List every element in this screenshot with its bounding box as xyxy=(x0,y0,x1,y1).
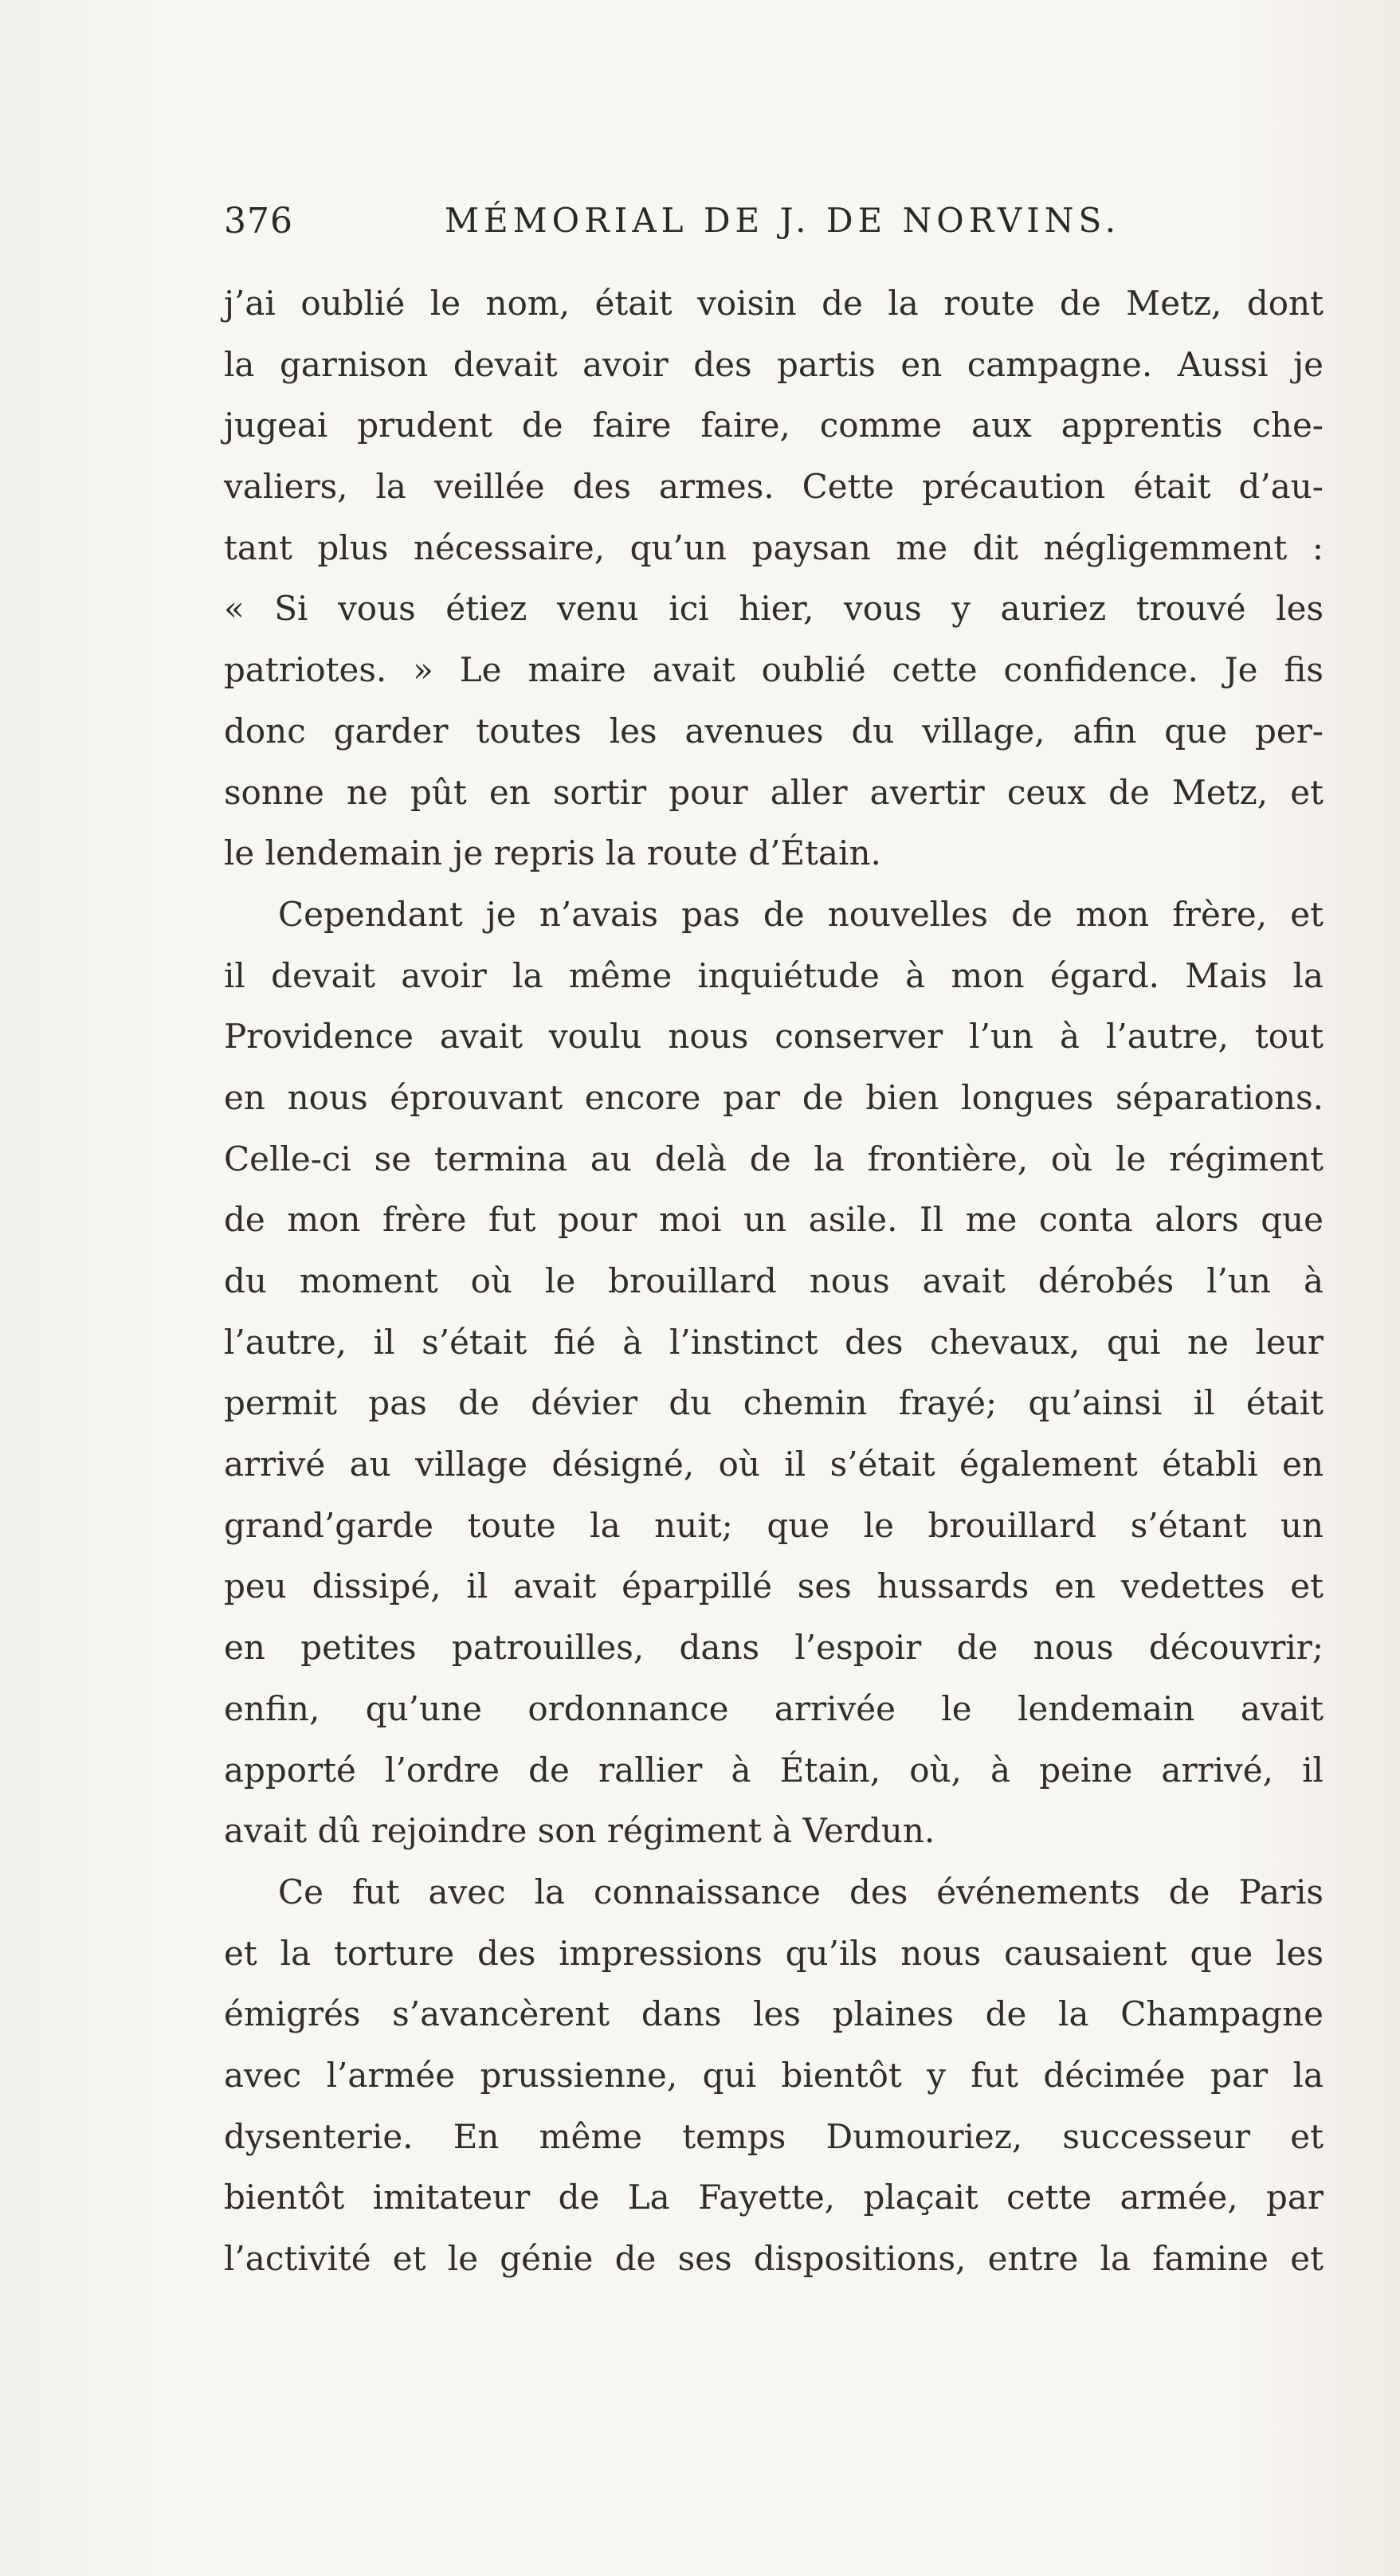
text-line: patriotes. » Le maire avait oublié cette confidence. Je fis xyxy=(224,650,1324,690)
text-line: et la torture des impressions qu’ils nous causaient que les xyxy=(224,1933,1324,1973)
text-line: Celle-ci se termina au delà de la frontière, où le régiment xyxy=(224,1139,1324,1178)
text-line: avec l’armée prussienne, qui bientôt y fut décimée par la xyxy=(224,2055,1324,2095)
text-line: j’ai oublié le nom, était voisin de la route de Metz, dont xyxy=(224,284,1324,323)
text-line: Ce fut avec la connaissance des événements de Paris xyxy=(278,1872,1324,1911)
text-line: émigrés s’avancèrent dans les plaines de la Champagne xyxy=(224,1994,1324,2034)
text-line: « Si vous étiez venu ici hier, vous y auriez trouvé les xyxy=(224,589,1324,629)
text-line: grand’garde toute la nuit; que le brouillard s’étant un xyxy=(224,1505,1324,1545)
text-line: tant plus nécessaire, qu’un paysan me dit négligemment : xyxy=(224,527,1324,567)
running-title: MÉMORIAL DE J. DE NORVINS. xyxy=(445,201,1121,240)
text-line: jugeai prudent de faire faire, comme aux apprentis che- xyxy=(224,406,1324,445)
text-line: dysenterie. En même temps Dumouriez, successeur et xyxy=(224,2116,1324,2156)
text-line: du moment où le brouillard nous avait dérobés l’un à xyxy=(224,1261,1324,1300)
text-line: de mon frère fut pour moi un asile. Il me conta alors que xyxy=(224,1200,1324,1240)
text-line: valiers, la veillée des armes. Cette précaution était d’au- xyxy=(224,467,1324,507)
text-line: arrivé au village désigné, où il s’était également établi en xyxy=(224,1445,1324,1484)
text-line: Cependant je n’avais pas de nouvelles de mon frère, et xyxy=(278,894,1324,934)
text-line: en nous éprouvant encore par de bien longues séparations. xyxy=(224,1077,1324,1117)
text-line: l’activité et le génie de ses dispositions, entre la famine et xyxy=(224,2239,1324,2278)
text-line: apporté l’ordre de rallier à Étain, où, à peine arrivé, il xyxy=(224,1750,1324,1790)
text-line: le lendemain je repris la route d’Étain. xyxy=(224,833,881,873)
text-line: l’autre, il s’était fié à l’instinct des chevaux, qui ne leur xyxy=(224,1322,1324,1362)
text-line: il devait avoir la même inquiétude à mon égard. Mais la xyxy=(224,955,1324,995)
text-line: Providence avait voulu nous conserver l’un à l’autre, tout xyxy=(224,1017,1324,1057)
text-line: enfin, qu’une ordonnance arrivée le lendemain avait xyxy=(224,1688,1324,1728)
body-text xyxy=(224,273,1324,2290)
page-header xyxy=(224,201,1324,249)
text-line: bientôt imitateur de La Fayette, plaçait cette armée, par xyxy=(224,2178,1324,2217)
text-line: donc garder toutes les avenues du village, afin que per- xyxy=(224,711,1324,751)
page-number: 376 xyxy=(224,201,293,241)
text-line: en petites patrouilles, dans l’espoir de nous découvrir; xyxy=(224,1628,1324,1668)
text-line: permit pas de dévier du chemin frayé; qu’ainsi il était xyxy=(224,1383,1324,1423)
text-line: peu dissipé, il avait éparpillé ses hussards en vedettes et xyxy=(224,1566,1324,1606)
text-line: la garnison devait avoir des partis en campagne. Aussi je xyxy=(224,344,1324,384)
text-line: avait dû rejoindre son régiment à Verdun. xyxy=(224,1811,935,1851)
text-line: sonne ne pût en sortir pour aller avertir ceux de Metz, et xyxy=(224,772,1324,812)
